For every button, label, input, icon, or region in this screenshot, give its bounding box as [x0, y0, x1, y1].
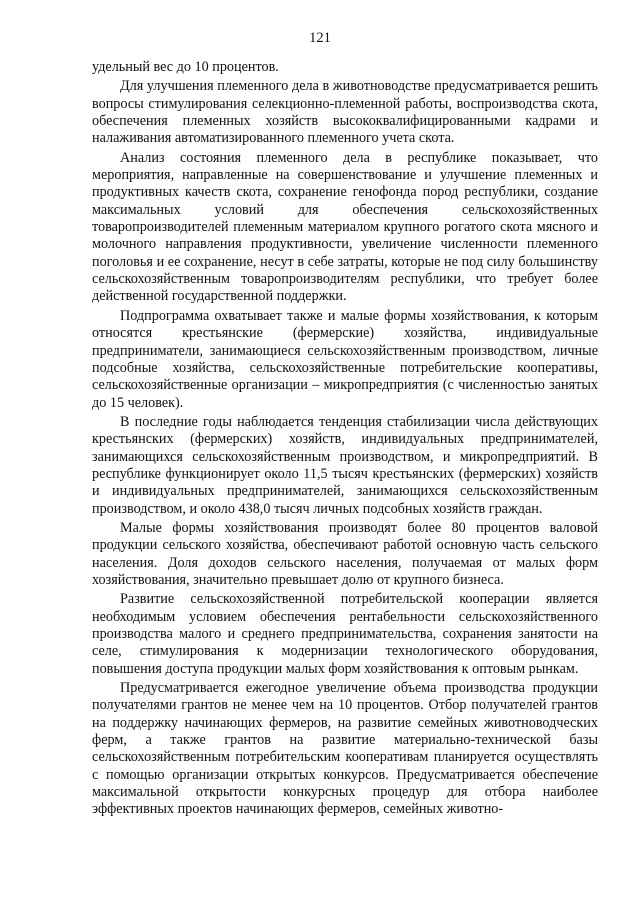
page-number: 121 [309, 30, 331, 46]
paragraph: Развитие сельскохозяйственной потребительской кооперации является необходимым условием обеспечения рентабельности сельскохозяйственного производства малого и среднего предпринимательства, сохранения занятости на селе, стимулирования к модернизации технологического оборудования, повышения доступа продукции малых форм хозяйствования к оптовым рынкам. [92, 591, 598, 677]
paragraph: В последние годы наблюдается тенденция стабилизации числа действующих крестьянских (фермерских) хозяйств, индивидуальных предпринимателей, занимающихся сельскохозяйственным производством, и микропредприятий. В республике функционирует около 11,5 тысяч крестьянских (фермерских) хозяйств и индивидуальных предпринимателей, занимающихся сельскохозяйственным производством, и около 438,0 тысяч личных подсобных хозяйств граждан. [92, 413, 598, 517]
paragraph: Подпрограмма охватывает также и малые формы хозяйствования, к которым относятся крестьянские (фермерские) хозяйства, индивидуальные предприниматели, занимающиеся сельскохозяйственным производством, личные подсобные хозяйства, сельскохозяйственные потребительские кооперативы, сельскохозяйственные организации – микропредприятия (с численностью занятых до 15 человек). [92, 307, 598, 411]
paragraph: Анализ состояния племенного дела в республике показывает, что мероприятия, направленные на совершенствование и улучшение племенных и продуктивных качеств скота, сохранение генофонда пород республики, создание максимальных условий для обеспечения сельскохозяйственных товаропроизводителей племенным материалом крупного рогатого скота мясного и молочного направления продуктивности, увеличение численности племенного поголовья и ее сохранение, несут в себе затраты, которые не под силу большинству сельскохозяйственным товаропроизводителям республики, что требует более действенной государственной поддержки. [92, 149, 598, 305]
paragraph: Для улучшения племенного дела в животноводстве предусматривается решить вопросы стимулирования селекционно-племенной работы, воспроизводства скота, обеспечения племенных хозяйств высококвалифицированными кадрами и налаживания автоматизированного племенного учета скота. [92, 78, 598, 147]
paragraph: Малые формы хозяйствования производят более 80 процентов валовой продукции сельского хозяйства, обеспечивают работой основную часть сельского населения. Доля доходов сельского населения, получаемая от малых форм хозяйствования, значительно превышает долю от крупного бизнеса. [92, 519, 598, 588]
body-text [92, 59, 598, 819]
paragraph-continuation: удельный вес до 10 процентов. [92, 59, 279, 75]
paragraph: Предусматривается ежегодное увеличение объема производства продукции получателями грантов не менее чем на 10 процентов. Отбор получателей грантов на поддержку начинающих фермеров, на развитие семейных животноводческих ферм, а также грантов на развитие материально-технической базы сельскохозяйственным потребительским кооперативам планируется осуществлять с помощью организации открытых конкурсов. Предусматривается обеспечение максимальной открытости конкурсных процедур для отбора наиболее эффективных проектов начинающих фермеров, семейных животно- [92, 680, 598, 818]
